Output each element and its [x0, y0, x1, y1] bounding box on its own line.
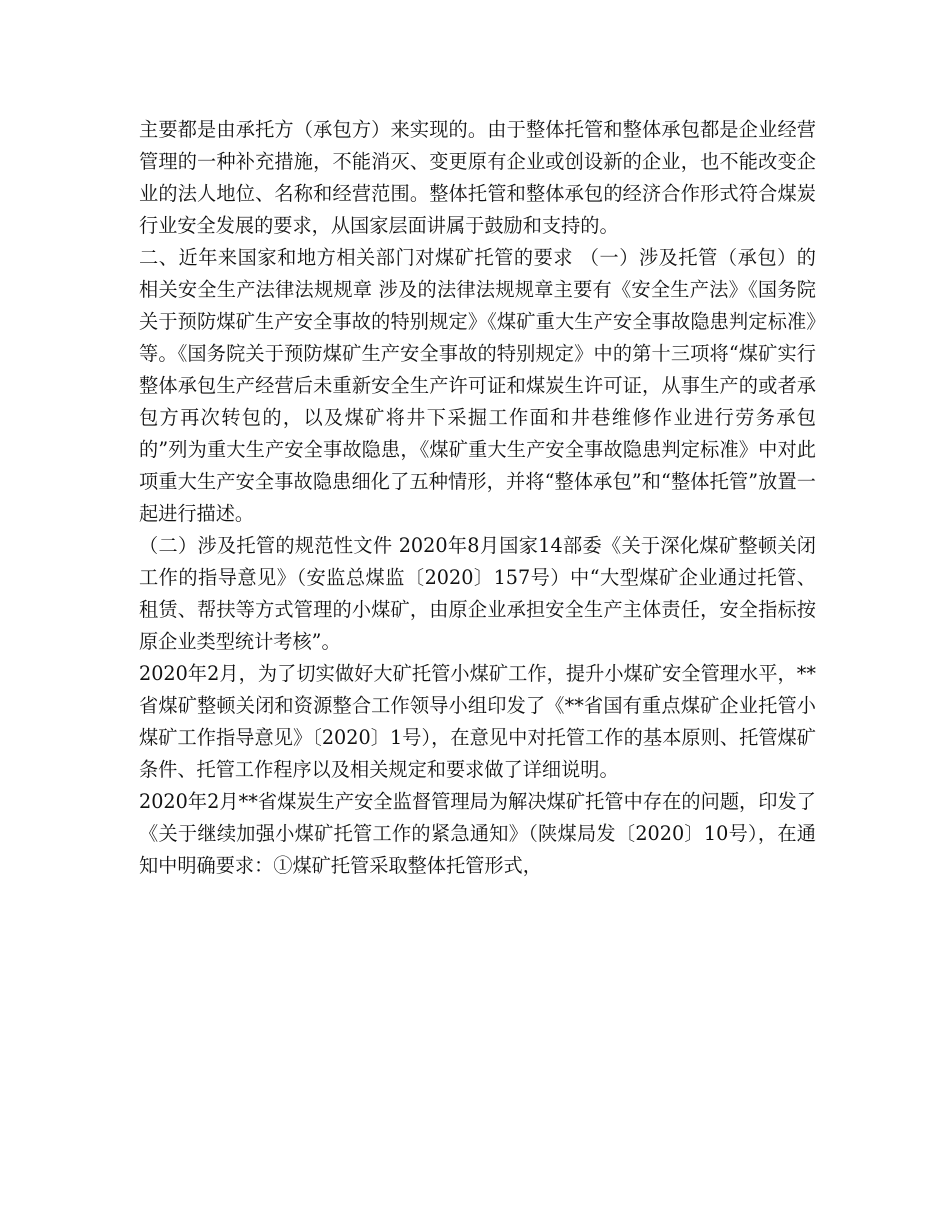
paragraph-5: 2020年2月**省煤炭生产安全监督管理局为解决煤矿托管中存在的问题，印发了《关于继续加强小煤矿托管工作的紧急通知》（陕煤局发〔2020〕10号），在通知中明确要求：①煤矿托管采取整体托管形式， [139, 790, 816, 877]
paragraph-3: （二）涉及托管的规范性文件 2020年8月国家14部委《关于深化煤矿整顿关闭工作的指导意见》（安监总煤监〔2020〕157号）中“大型煤矿企业通过托管、租赁、帮扶等方式管理的小煤矿，由原企业承担安全生产主体责任，安全指标按原企业类型统计考核”。 [139, 534, 816, 653]
paragraph-4: 2020年2月，为了切实做好大矿托管小煤矿工作，提升小煤矿安全管理水平，**省煤矿整顿关闭和资源整合工作领导小组印发了《**省国有重点煤矿企业托管小煤矿工作指导意见》〔2020〕1号），在意见中对托管工作的基本原则、托管煤矿条件、托管工作程序以及相关规定和要求做了详细说明。 [139, 662, 816, 781]
paragraph-2: 二、近年来国家和地方相关部门对煤矿托管的要求 （一）涉及托管（承包）的相关安全生产法律法规规章 涉及的法律法规规章主要有《安全生产法》《国务院关于预防煤矿生产安全事故的特别规定》《煤矿重大生产安全事故隐患判定标准》等。《国务院关于预防煤矿生产安全事故的特别规定》中的第十三项将“煤矿实行整体承包生产经营后未重新安全生产许可证和煤炭生许可证，从事生产的或者承包方再次转包的，以及煤矿将井下采掘工作面和井巷维修作业进行劳务承包的”列为重大生产安全事故隐患，《煤矿重大生产安全事故隐患判定标准》中对此项重大生产安全事故隐患细化了五种情形，并将“整体承包”和“整体托管”放置一起进行描述。 [139, 246, 816, 525]
paragraph-1: 主要都是由承托方（承包方）来实现的。由于整体托管和整体承包都是企业经营管理的一种补充措施，不能消灭、变更原有企业或创设新的企业，也不能改变企业的法人地位、名称和经营范围。整体托管和整体承包的经济合作形式符合煤炭行业安全发展的要求，从国家层面讲属于鼓励和支持的。 [139, 118, 816, 237]
document-body [139, 114, 816, 882]
